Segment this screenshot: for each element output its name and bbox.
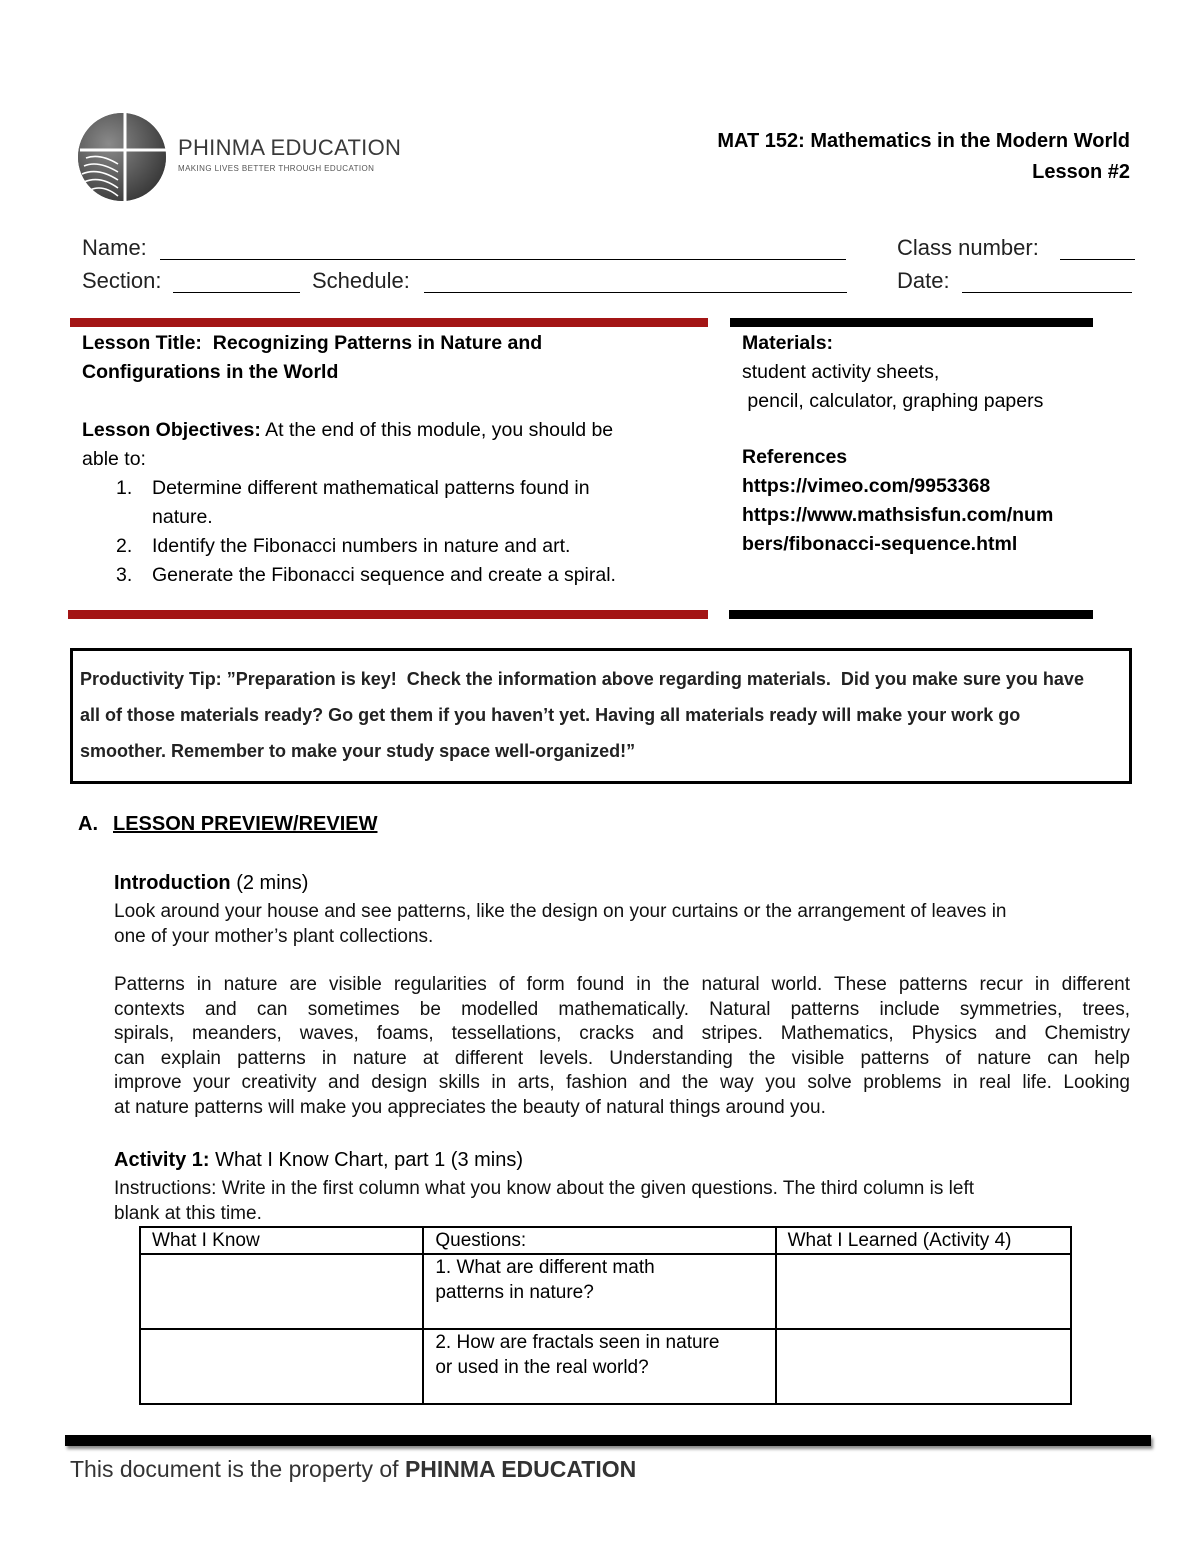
tip-label: Productivity Tip: bbox=[80, 669, 222, 689]
footer-text bbox=[70, 1456, 636, 1483]
objective-text: Generate the Fibonacci sequence and create a spiral. bbox=[152, 564, 616, 586]
lesson-title bbox=[82, 329, 702, 358]
objectives-list bbox=[82, 474, 702, 590]
intro-p2-line: contexts and can sometimes be modelled mathematically. Natural patterns include symmetries, trees, bbox=[114, 998, 1130, 1020]
lesson-title-line2: Configurations in the World bbox=[82, 361, 339, 383]
column-header-questions: Questions: bbox=[423, 1227, 775, 1254]
section-field[interactable] bbox=[173, 292, 300, 293]
lesson-number: Lesson #2 bbox=[1032, 161, 1130, 183]
logo-tagline: MAKING LIVES BETTER THROUGH EDUCATION bbox=[178, 164, 375, 173]
schedule-label: Schedule: bbox=[312, 268, 410, 293]
objective-text: Identify the Fibonacci numbers in nature and art. bbox=[152, 535, 571, 557]
objective-number: 3. bbox=[116, 564, 133, 586]
name-field[interactable] bbox=[160, 259, 846, 260]
learned-cell[interactable] bbox=[776, 1254, 1071, 1329]
intro-p2-line: at nature patterns will make you appreciates the beauty of natural things around you. bbox=[114, 1096, 826, 1118]
tip-line1: ”Preparation is key! Check the information above regarding materials. Did you make sure you have bbox=[221, 669, 1084, 689]
course-title: MAT 152: Mathematics in the Modern World bbox=[717, 130, 1130, 152]
intro-p2-line: Patterns in nature are visible regularities of form found in the natural world. These patterns recur in different bbox=[114, 974, 1130, 995]
table-header-row bbox=[140, 1227, 1071, 1254]
intro-p1-line2: one of your mother’s plant collections. bbox=[114, 925, 434, 947]
logo-name: PHINMA EDUCATION bbox=[178, 135, 402, 160]
reference-link-1[interactable]: https://vimeo.com/9953368 bbox=[742, 475, 991, 497]
materials-info bbox=[742, 329, 1102, 559]
activity-1-label: Activity 1: bbox=[114, 1149, 210, 1171]
column-header-learned: What I Learned (Activity 4) bbox=[776, 1227, 1071, 1254]
question-cell bbox=[423, 1254, 775, 1329]
materials-label: Materials: bbox=[742, 332, 834, 354]
objective-item bbox=[82, 561, 702, 590]
name-label: Name: bbox=[82, 235, 147, 260]
objective-item bbox=[82, 474, 702, 532]
lesson-title-label: Lesson Title: bbox=[82, 332, 202, 354]
table-row bbox=[140, 1254, 1071, 1329]
intro-p2-line: spirals, meanders, waves, foams, tessellations, cracks and stripes. Mathematics, Physics and Chemistry bbox=[114, 1023, 1130, 1044]
instructions-line1: Instructions: Write in the first column what you know about the given questions. The third column is left bbox=[114, 1178, 975, 1199]
reference-link-2-cont[interactable]: bers/fibonacci-sequence.html bbox=[742, 533, 1018, 555]
reference-link-2[interactable]: https://www.mathsisfun.com/num bbox=[742, 504, 1054, 526]
activity-1-title: What I Know Chart, part 1 (3 mins) bbox=[209, 1149, 524, 1171]
section-label: Section: bbox=[82, 268, 162, 293]
know-cell[interactable] bbox=[140, 1329, 423, 1404]
introduction-label: Introduction bbox=[114, 872, 231, 894]
question-cell bbox=[423, 1329, 775, 1404]
intro-p2-line: improve your creativity and design skills in arts, fashion and the way you solve problems in real life. Looking bbox=[114, 1072, 1130, 1093]
objectives-intro-line2: able to: bbox=[82, 448, 146, 470]
objective-text-cont: nature. bbox=[152, 506, 213, 528]
activity-1-instructions bbox=[114, 1177, 1134, 1226]
materials-line2: pencil, calculator, graphing papers bbox=[742, 390, 1044, 412]
date-field[interactable] bbox=[962, 292, 1132, 293]
red-divider-top bbox=[70, 318, 708, 327]
red-divider-bottom bbox=[68, 610, 708, 619]
objective-text: Determine different mathematical patterns found in bbox=[152, 477, 590, 499]
introduction-heading bbox=[114, 872, 308, 895]
objectives-intro-line1: At the end of this module, you should be bbox=[265, 419, 614, 441]
tip-line2: all of those materials ready? Go get them if you haven’t yet. Having all materials ready will make your work go bbox=[80, 705, 1021, 725]
question-text: 2. How are fractals seen in nature bbox=[435, 1332, 720, 1353]
activity-1-heading bbox=[114, 1149, 523, 1172]
learned-cell[interactable] bbox=[776, 1329, 1071, 1404]
objective-number: 2. bbox=[116, 535, 133, 557]
table-row bbox=[140, 1329, 1071, 1404]
introduction-paragraph-2 bbox=[114, 973, 1130, 1120]
know-cell[interactable] bbox=[140, 1254, 423, 1329]
question-text-cont: or used in the real world? bbox=[435, 1357, 649, 1378]
lesson-info bbox=[82, 329, 702, 590]
class-number-field[interactable] bbox=[1060, 259, 1135, 260]
date-label: Date: bbox=[897, 268, 950, 293]
objective-number: 1. bbox=[116, 477, 133, 499]
footer-owner: PHINMA EDUCATION bbox=[404, 1456, 637, 1482]
objective-item bbox=[82, 532, 702, 561]
footer-prefix: This document is the property of bbox=[70, 1456, 405, 1482]
references-label: References bbox=[742, 446, 848, 468]
schedule-field[interactable] bbox=[424, 292, 847, 293]
tip-line3: smoother. Remember to make your study space well-organized!” bbox=[80, 741, 636, 761]
introduction-paragraph-1 bbox=[114, 900, 1134, 949]
class-number-label: Class number: bbox=[897, 235, 1039, 260]
intro-p1-line1: Look around your house and see patterns, like the design on your curtains or the arrangement of leaves in bbox=[114, 901, 1007, 922]
intro-p2-line: can explain patterns in nature at different levels. Understanding the visible patterns of nature can help bbox=[114, 1047, 1130, 1069]
objectives-label: Lesson Objectives: bbox=[82, 419, 261, 441]
black-divider-bottom bbox=[729, 610, 1093, 619]
instructions-line2: blank at this time. bbox=[114, 1202, 262, 1224]
objectives-intro bbox=[82, 416, 702, 445]
productivity-tip-text bbox=[80, 661, 1125, 769]
black-divider-top bbox=[730, 318, 1093, 327]
column-header-know: What I Know bbox=[140, 1227, 423, 1254]
what-i-know-chart bbox=[139, 1226, 1072, 1405]
materials-line1: student activity sheets, bbox=[742, 361, 940, 383]
footer-bar bbox=[65, 1435, 1151, 1446]
lesson-title-line1: Recognizing Patterns in Nature and bbox=[212, 332, 543, 354]
section-a-heading: LESSON PREVIEW/REVIEW bbox=[113, 813, 378, 835]
introduction-time: (2 mins) bbox=[230, 872, 309, 894]
question-text-cont: patterns in nature? bbox=[435, 1282, 594, 1303]
section-a-letter: A. bbox=[78, 813, 98, 835]
question-text: 1. What are different math bbox=[435, 1257, 655, 1278]
